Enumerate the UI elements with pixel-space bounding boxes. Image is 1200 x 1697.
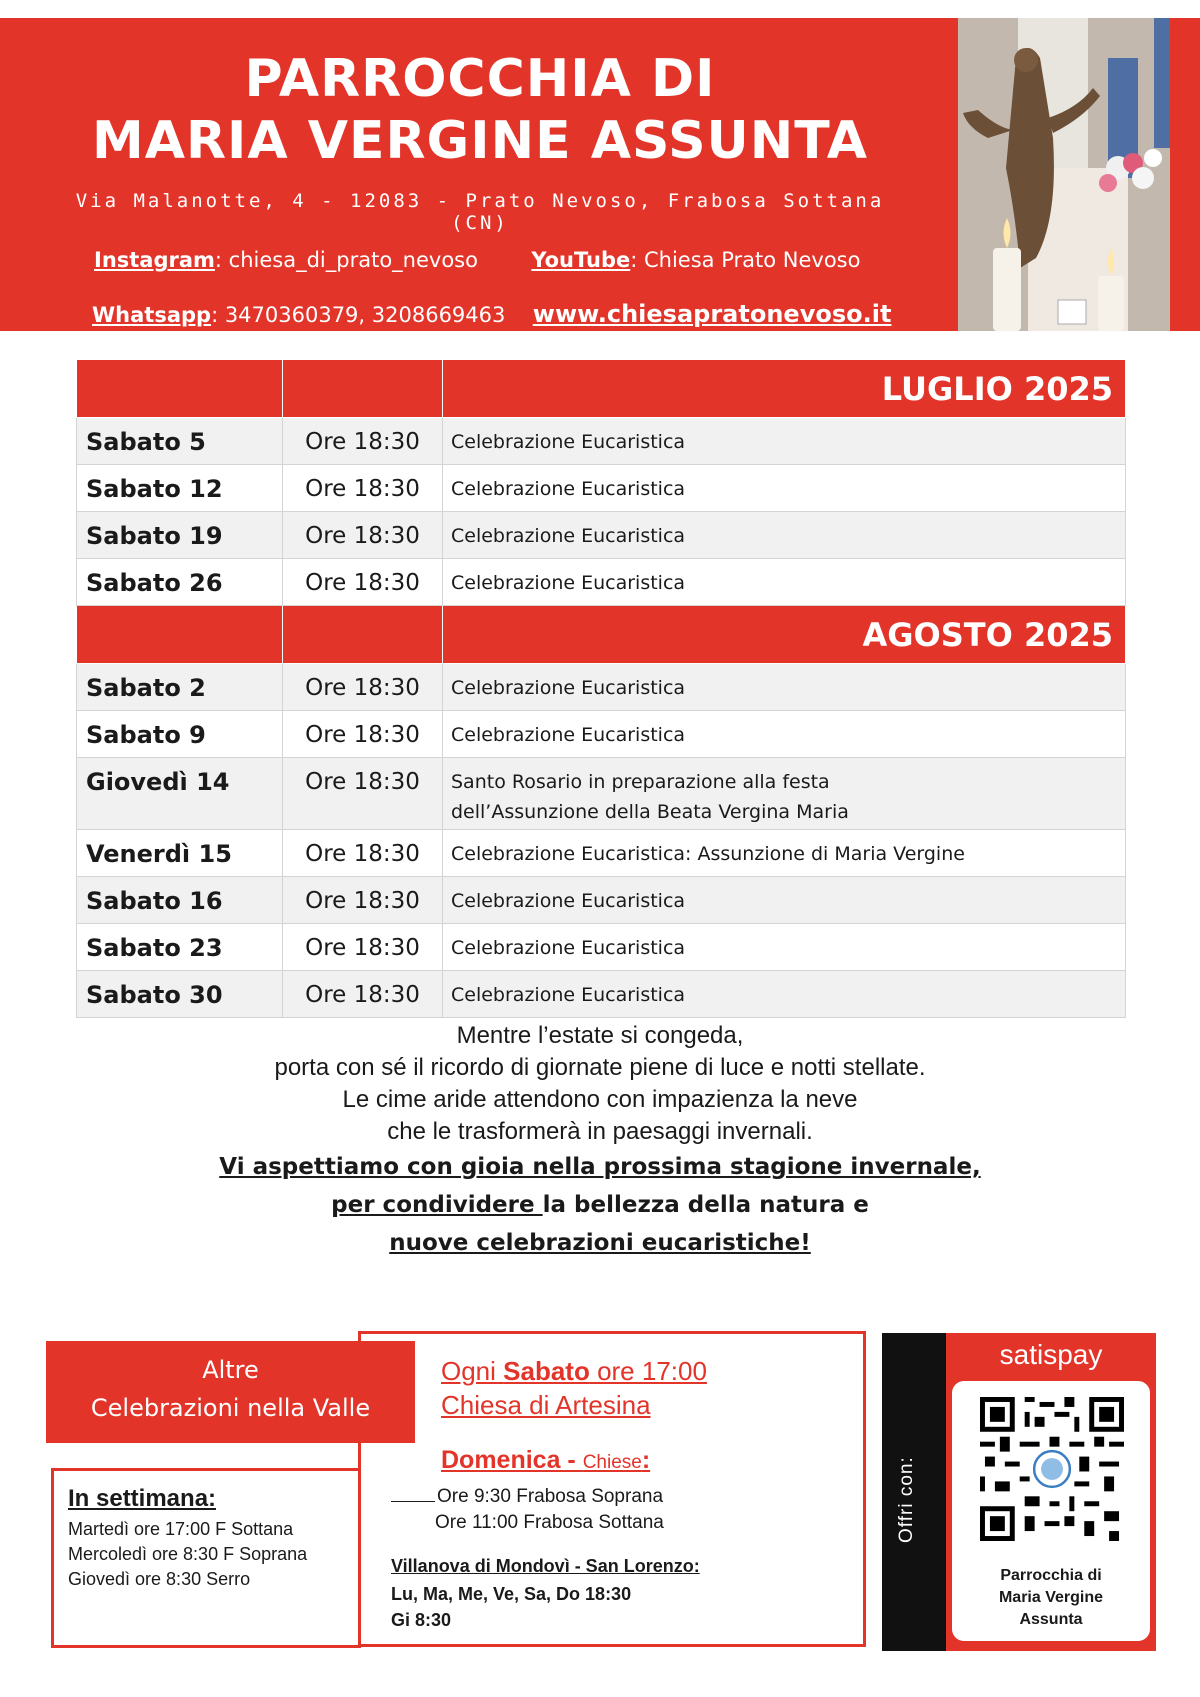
message-bold-line-1: Vi aspettiamo con gioia nella prossima stagione invernale, [219, 1154, 981, 1180]
table-row [77, 711, 1126, 758]
message-bold-line-3: nuove celebrazioni eucaristiche! [389, 1230, 811, 1256]
whatsapp-numbers: : 3470360379, 3208669463 [211, 303, 506, 327]
row-day: Sabato 5 [77, 418, 283, 465]
row-day: Venerdì 15 [77, 830, 283, 877]
message-line-1: Mentre l’estate si congeda, [456, 1022, 744, 1049]
row-description: Celebrazione Eucaristica [443, 711, 1126, 758]
website-link[interactable]: www.chiesapratonevoso.it [532, 300, 892, 328]
madonna-statue-photo [958, 18, 1170, 331]
month-header-august [77, 606, 1126, 664]
row-description: Celebrazione Eucaristica [443, 664, 1126, 711]
offer-label: Offri con: [896, 1456, 917, 1543]
row-time: Ore 18:30 [283, 830, 443, 877]
table-row [77, 830, 1126, 877]
row-description: Celebrazione Eucaristica [443, 512, 1126, 559]
row-time: Ore 18:30 [283, 758, 443, 830]
villanova-times-1: Lu, Ma, Me, Ve, Sa, Do 18:30 [391, 1584, 632, 1604]
row-day: Sabato 23 [77, 924, 283, 971]
satispay-logo: satispay [999, 1339, 1103, 1370]
table-row [77, 465, 1126, 512]
list-item: Martedì ore 17:00 F Sottana [68, 1519, 294, 1539]
table-row [77, 877, 1126, 924]
row-day: Giovedì 14 [77, 758, 283, 830]
row-day: Sabato 2 [77, 664, 283, 711]
satispay-panel [946, 1333, 1156, 1651]
villanova-times-2: Gi 8:30 [391, 1610, 452, 1630]
address: Via Malanotte, 4 - 12083 - Prato Nevoso, Frabosa Sottana (CN) [75, 190, 885, 234]
social-links-row-2 [92, 300, 891, 328]
month-title: AGOSTO 2025 [443, 606, 1126, 664]
message-line-2: porta con sé il ricordo di giornate piene di luce e notti stellate. [274, 1054, 926, 1081]
row-day: Sabato 16 [77, 877, 283, 924]
message-bold-line-2: per condividere la bellezza della natura e [331, 1192, 869, 1218]
table-row [77, 924, 1126, 971]
qr-code-icon[interactable] [980, 1397, 1124, 1541]
youtube-channel: : Chiesa Prato Nevoso [630, 248, 861, 272]
youtube-label[interactable]: YouTube [531, 248, 631, 272]
row-day: Sabato 26 [77, 559, 283, 606]
row-description: Celebrazione Eucaristica [443, 924, 1126, 971]
villanova-title: Villanova di Mondovì - San Lorenzo: [391, 1556, 700, 1576]
other-celebrations-box [358, 1331, 866, 1647]
sunday-title: Domenica - Chiese: [441, 1446, 651, 1474]
list-item: Giovedì ore 8:30 Serro [68, 1569, 251, 1589]
page-title [60, 48, 900, 172]
table-row [77, 971, 1126, 1018]
row-time: Ore 18:30 [283, 512, 443, 559]
social-links-row-1 [94, 248, 860, 272]
sunday-mass-1: Ore 9:30 Frabosa Soprana [391, 1484, 663, 1510]
header-banner [0, 18, 1200, 331]
table-row [77, 512, 1126, 559]
row-description: Celebrazione Eucaristica [443, 877, 1126, 924]
month-header-july [77, 360, 1126, 418]
offer-with-strip [882, 1333, 946, 1651]
row-description: Celebrazione Eucaristica [443, 971, 1126, 1018]
weekday-title: In settimana: [68, 1485, 217, 1512]
row-description: Celebrazione Eucaristica [443, 465, 1126, 512]
whatsapp-label[interactable]: Whatsapp [92, 303, 212, 327]
table-row [77, 664, 1126, 711]
row-day: Sabato 12 [77, 465, 283, 512]
sunday-mass-2: Ore 11:00 Frabosa Sottana [435, 1512, 664, 1533]
title-line-2: MARIA VERGINE ASSUNTA [92, 111, 868, 171]
table-row [77, 559, 1126, 606]
title-line-1: PARROCCHIA DI [244, 49, 716, 109]
instagram-label[interactable]: Instagram [94, 248, 215, 272]
row-description: Celebrazione Eucaristica [443, 559, 1126, 606]
message-line-4: che le trasformerà in paesaggi invernali. [387, 1118, 813, 1145]
satispay-caption: Parrocchia di Maria Vergine Assunta [998, 1567, 1104, 1628]
saturday-artesina: Ogni Sabato ore 17:00 Chiesa di Artesina [441, 1356, 707, 1420]
message-line-3: Le cime aride attendono con impazienza la neve [342, 1086, 858, 1113]
row-time: Ore 18:30 [283, 877, 443, 924]
table-row [77, 418, 1126, 465]
row-day: Sabato 19 [77, 512, 283, 559]
row-time: Ore 18:30 [283, 971, 443, 1018]
schedule-table [76, 359, 1126, 1018]
closing-message [150, 1020, 1050, 1262]
list-item: Mercoledì ore 8:30 F Soprana [68, 1544, 308, 1564]
other-celebrations-label: Altre Celebrazioni nella Valle [46, 1341, 415, 1443]
row-time: Ore 18:30 [283, 465, 443, 512]
month-title: LUGLIO 2025 [443, 360, 1126, 418]
row-time: Ore 18:30 [283, 664, 443, 711]
row-description: Santo Rosario in preparazione alla festa dell’Assunzione della Beata Vergina Maria [443, 758, 1126, 830]
statue-illustration [958, 18, 1170, 331]
row-time: Ore 18:30 [283, 559, 443, 606]
row-day: Sabato 9 [77, 711, 283, 758]
weekday-masses-box [51, 1468, 361, 1648]
row-time: Ore 18:30 [283, 711, 443, 758]
satispay-card [952, 1381, 1150, 1641]
row-time: Ore 18:30 [283, 418, 443, 465]
row-description: Celebrazione Eucaristica: Assunzione di Maria Vergine [443, 830, 1126, 877]
instagram-handle: : chiesa_di_prato_nevoso [214, 248, 478, 272]
row-time: Ore 18:30 [283, 924, 443, 971]
row-description: Celebrazione Eucaristica [443, 418, 1126, 465]
table-row [77, 758, 1126, 830]
row-day: Sabato 30 [77, 971, 283, 1018]
